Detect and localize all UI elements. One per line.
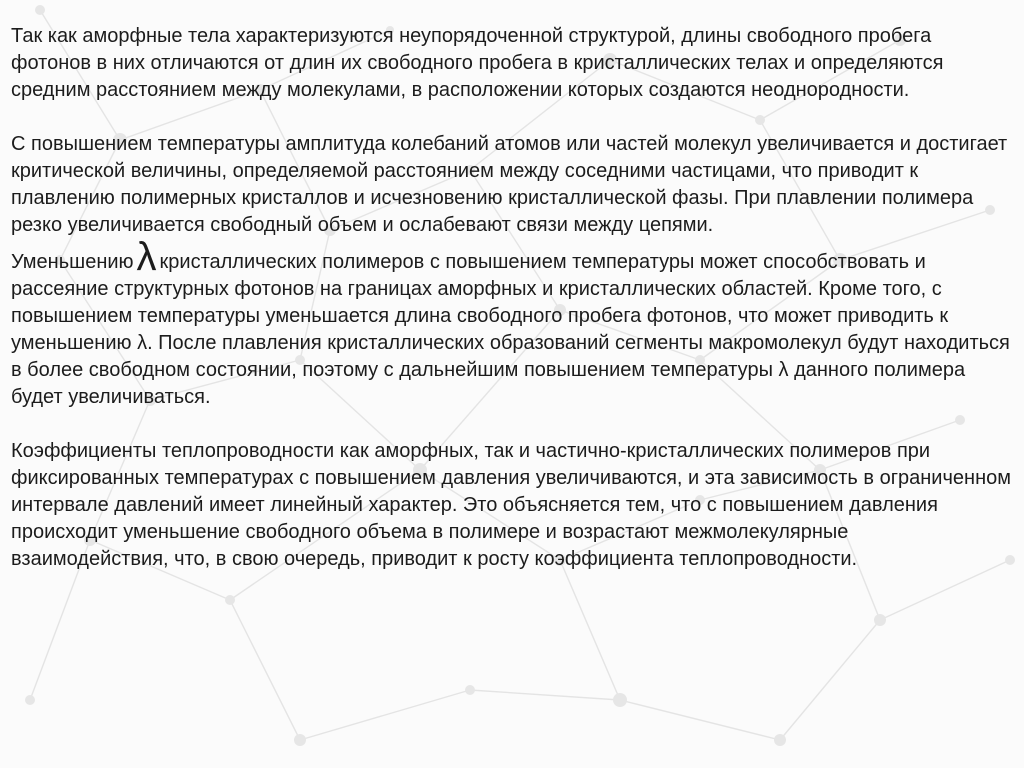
lambda-symbol-large: λ — [136, 235, 157, 279]
paragraph-gap — [11, 104, 1011, 131]
paragraph-lambda-decrease — [11, 235, 1011, 411]
text-content — [11, 23, 1011, 573]
lambda-paragraph-text-2: кристаллических полимеров с повышением температуры может способствовать и рассеяние структурных фотонов на границах аморфных и кристаллических областей. Кроме того, с повышением температуры уменьшается длина свободного пробега фотонов, что может приводить к уменьшению — [11, 251, 949, 354]
lambda-paragraph-text-1: Уменьшению — [11, 251, 134, 273]
paragraph-gap — [11, 411, 1011, 438]
lambda-paragraph-text-4: данного полимера будет увеличиваться. — [11, 359, 966, 408]
lambda-paragraph-text-3: . После плавления кристаллических образований сегменты макромолекул будут находиться в более свободном состоянии, поэтому с дальнейшим повышением температуры — [11, 332, 1010, 381]
paragraph-pressure-coefficients: Коэффициенты теплопроводности как аморфных, так и частично-кристаллических полимеров при фиксированных температурах с повышением давления увеличиваются, и эта зависимость в ограниченном интервале давлений имеет линейный характер. Это объясняется тем, что с повышением давления происходит уменьшение свободного объема в полимере и возрастают межмолекулярные взаимодействия, что, в свою очередь, приводит к росту коэффициента теплопроводности. — [11, 440, 1011, 570]
paragraph-temperature-amplitude: С повышением температуры амплитуда колебаний атомов или частей молекул увеличивается и достигает критической величины, определяемой расстоянием между соседними частицами, что приводит к плавлению полимерных кристаллов и исчезновению кристаллической фазы. При плавлении полимера резко увеличивается свободный объем и ослабевают связи между цепями. — [11, 133, 1008, 236]
paragraph-amorphous-bodies: Так как аморфные тела характеризуются неупорядоченной структурой, длины свободного пробега фотонов в них отличаются от длин их свободного пробега в кристаллических телах и определяются средним расстоянием между молекулами, в расположении которых создаются неоднородности. — [11, 25, 944, 101]
lambda-symbol: λ — [778, 359, 789, 381]
lambda-symbol: λ — [137, 332, 148, 354]
